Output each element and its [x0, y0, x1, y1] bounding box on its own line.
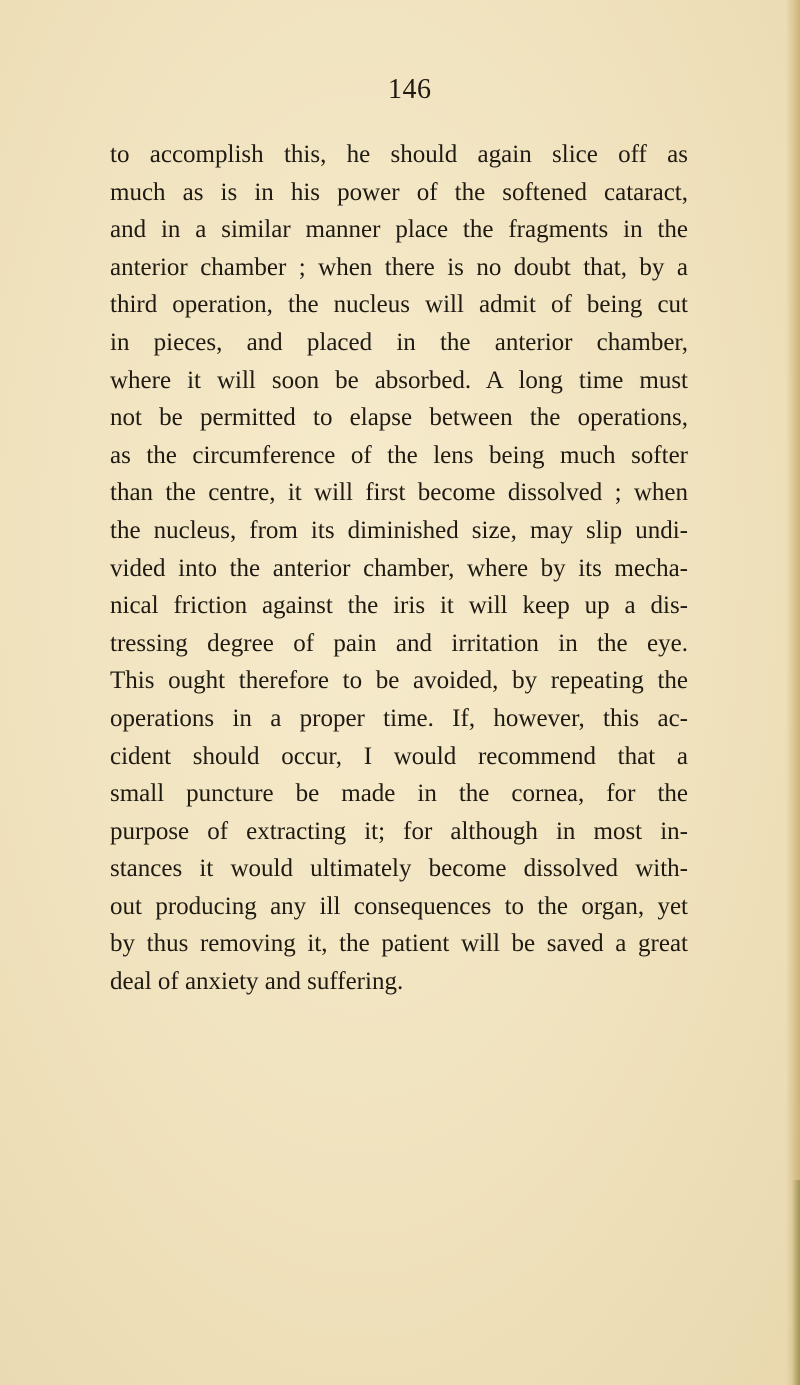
text-line: third operation, the nucleus will admit of being cut: [110, 291, 688, 319]
body-paragraph: [110, 136, 688, 1001]
text-line: out producing any ill consequences to the organ, yet: [110, 892, 688, 920]
text-line: by thus removing it, the patient will be saved a great: [110, 930, 688, 958]
text-line: where it will soon be absorbed. A long time must: [110, 366, 688, 394]
text-line: anterior chamber ; when there is no doubt that, by a: [110, 253, 688, 281]
page-edge-shadow: [786, 0, 800, 1385]
text-line: purpose of extracting it; for although in most in-: [110, 817, 688, 845]
text-line: and in a similar manner place the fragments in the: [110, 216, 688, 244]
text-line: than the centre, it will first become dissolved ; when: [110, 479, 688, 507]
text-line: This ought therefore to be avoided, by repeating the: [110, 667, 688, 695]
text-line: vided into the anterior chamber, where by its mecha-: [110, 554, 688, 582]
text-line: stances it would ultimately become dissolved with-: [110, 855, 688, 883]
text-line: deal of anxiety and suffering.: [110, 968, 404, 996]
text-line: the nucleus, from its diminished size, may slip undi-: [110, 516, 688, 544]
text-line: in pieces, and placed in the anterior chamber,: [110, 328, 688, 356]
text-line: tressing degree of pain and irritation in the eye.: [110, 629, 688, 657]
page-edge-stain: [792, 1180, 800, 1385]
text-line: to accomplish this, he should again slice off as: [110, 141, 688, 168]
text-line: not be permitted to elapse between the operations,: [110, 404, 688, 432]
text-line: small puncture be made in the cornea, for the: [110, 780, 688, 808]
text-line: operations in a proper time. If, however, this ac-: [110, 704, 688, 732]
text-line: nical friction against the iris it will keep up a dis-: [110, 592, 688, 620]
page-number: 146: [388, 74, 432, 105]
text-line: cident should occur, I would recommend that a: [110, 742, 688, 770]
text-line: much as is in his power of the softened cataract,: [110, 178, 688, 206]
text-line: as the circumference of the lens being much softer: [110, 441, 688, 469]
